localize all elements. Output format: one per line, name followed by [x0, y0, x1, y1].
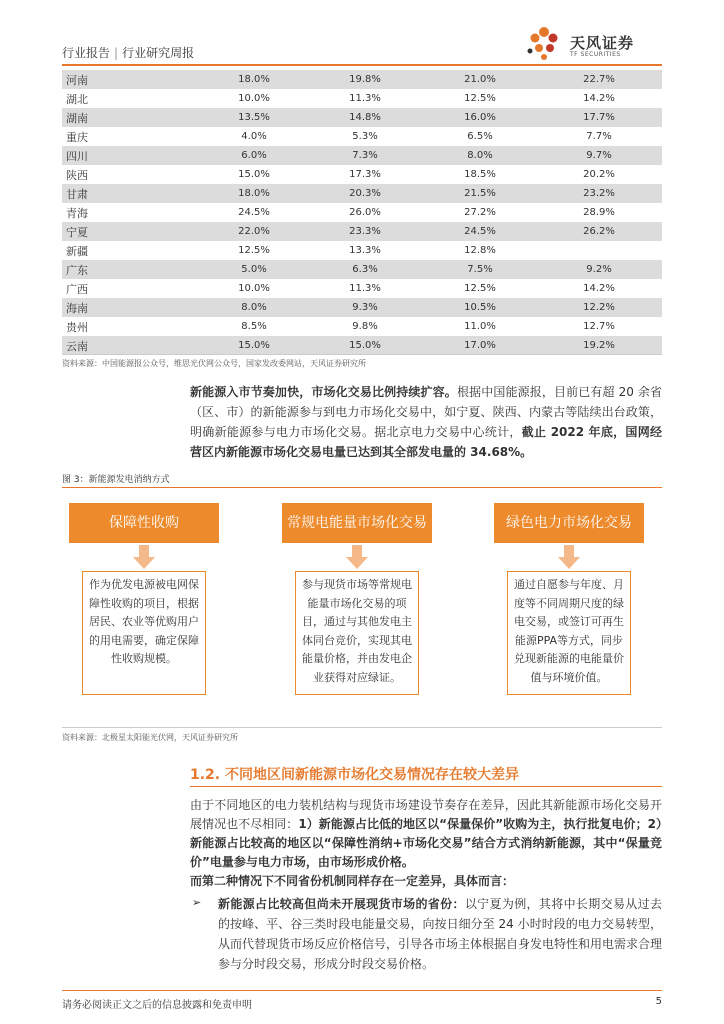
province-cell: 广西	[66, 282, 88, 296]
box-body-guaranteed-purchase: 作为优发电源被电网保障性收购的项目，根据居民、农业等优购用户的用电需要，确定保障性收购规模。	[82, 571, 206, 695]
ratio-cell: 6.0%	[202, 146, 306, 165]
down-arrow-icon	[133, 545, 155, 569]
ratio-cell: 8.5%	[241, 321, 267, 332]
bullet-ningxia-example	[218, 894, 662, 974]
ratio-cell: 11.0%	[464, 321, 496, 332]
paragraph-regional-differences	[190, 796, 662, 872]
report-subcategory: 行业研究周报	[122, 46, 195, 60]
table-row	[62, 222, 662, 241]
ratio-cell: 14.8%	[306, 108, 424, 127]
ratio-cell: 14.2%	[583, 93, 615, 104]
ratio-cell: 10.0%	[238, 283, 270, 294]
box-head-guaranteed-purchase: 保障性收购	[69, 503, 219, 543]
header-rule	[62, 64, 662, 66]
ratio-cell: 9.3%	[306, 298, 424, 317]
section-title-rule	[190, 786, 662, 787]
report-type: 行业报告 | 行业研究周报	[62, 46, 195, 60]
ratio-cell: 18.0%	[202, 70, 306, 89]
figure-title-rule	[62, 487, 662, 488]
province-cell: 湖南	[62, 108, 202, 127]
para1-conclusion: 截止 2022 年底，国网经营区内新能源市场化交易电量已达到其全部发电量的 34.68%。	[190, 425, 662, 459]
ratio-cell: 5.3%	[352, 131, 378, 142]
table-row	[62, 108, 662, 127]
ratio-cell: 7.5%	[424, 260, 536, 279]
ratio-cell: 12.7%	[583, 321, 615, 332]
table-row	[62, 184, 662, 203]
table-source: 资料来源：中国能源报公众号，维思光伏网公众号，国家发改委网站，天风证券研究所	[62, 359, 366, 368]
ratio-cell: 27.2%	[464, 207, 496, 218]
ratio-cell: 8.0%	[424, 146, 536, 165]
flower-logo-icon	[522, 22, 568, 62]
table-row	[62, 203, 662, 222]
ratio-cell: 14.2%	[583, 283, 615, 294]
ratio-cell: 7.7%	[586, 131, 612, 142]
ratio-cell: 15.0%	[306, 336, 424, 355]
table-row	[62, 260, 662, 279]
province-cell: 广东	[62, 260, 202, 279]
ratio-cell: 23.3%	[306, 222, 424, 241]
ratio-cell	[536, 241, 662, 260]
ratio-cell: 21.5%	[424, 184, 536, 203]
table-row	[62, 336, 662, 355]
footer-rule	[62, 990, 662, 991]
province-cell: 陕西	[66, 168, 88, 182]
para3-emphasis: 而第二种情况下不同省份机制同样存在一定差异，具体而言：	[190, 874, 515, 888]
ratio-cell: 16.0%	[424, 108, 536, 127]
ratio-cell: 13.5%	[202, 108, 306, 127]
province-cell: 宁夏	[62, 222, 202, 241]
ratio-cell: 21.0%	[424, 70, 536, 89]
section-title: 1.2. 不同地区间新能源市场化交易情况存在较大差异	[190, 767, 519, 783]
down-arrow-icon	[558, 545, 580, 569]
logo-subtitle: TF SECURITIES	[570, 51, 621, 58]
ratio-cell: 24.5%	[424, 222, 536, 241]
ratio-cell: 9.2%	[536, 260, 662, 279]
ratio-cell: 23.2%	[536, 184, 662, 203]
ratio-cell: 17.3%	[349, 169, 381, 180]
ratio-cell: 5.0%	[202, 260, 306, 279]
para1-lead: 新能源入市节奏加快，市场化交易比例持续扩容。	[190, 385, 457, 399]
table-row	[62, 165, 662, 184]
footer-disclaimer: 请务必阅读正文之后的信息披露和免责申明	[62, 1000, 252, 1011]
ratio-cell: 9.8%	[352, 321, 378, 332]
ratio-cell: 12.5%	[238, 245, 270, 256]
ratio-cell: 18.5%	[464, 169, 496, 180]
ratio-cell: 11.3%	[349, 283, 381, 294]
box-body-conventional-trading: 参与现货市场等常规电能量市场化交易的项目，通过与其他发电主体同台竞价，实现其电能量价格，并由发电企业获得对应绿证。	[295, 571, 419, 695]
table-row	[62, 70, 662, 89]
ratio-cell: 19.2%	[536, 336, 662, 355]
province-cell: 湖北	[66, 92, 88, 106]
ratio-cell: 12.5%	[464, 283, 496, 294]
table-row	[62, 279, 662, 298]
table-row	[62, 89, 662, 108]
figure-source: 资料来源：北极星太阳能光伏网，天风证券研究所	[62, 733, 238, 742]
ratio-cell: 15.0%	[238, 169, 270, 180]
figure-title: 图 3：新能源发电消纳方式	[62, 475, 170, 485]
province-cell: 新疆	[66, 244, 88, 258]
table-row	[62, 241, 662, 260]
province-ratio-table	[62, 70, 662, 355]
tf-securities-logo	[522, 22, 662, 62]
ratio-cell: 9.7%	[536, 146, 662, 165]
ratio-cell: 26.2%	[536, 222, 662, 241]
figure-bottom-rule	[62, 727, 662, 728]
province-cell: 云南	[62, 336, 202, 355]
ratio-cell: 12.2%	[536, 298, 662, 317]
paragraph-market-expansion	[190, 382, 662, 462]
ratio-cell: 22.7%	[536, 70, 662, 89]
province-cell: 海南	[62, 298, 202, 317]
box-body-green-trading: 通过自愿参与年度、月度等不同周期尺度的绿电交易，或签订可再生能源PPA等方式，同步兑现新能源的电能量价值与环境价值。	[507, 571, 631, 695]
ratio-cell: 13.3%	[349, 245, 381, 256]
ratio-cell: 10.0%	[238, 93, 270, 104]
ratio-cell: 20.2%	[583, 169, 615, 180]
para2-emphasis: 1）新能源占比低的地区以“保量保价”收购为主，执行批复电价；2）新能源占比较高的地区以“保障性消纳+市场化交易”结合方式消纳新能源，其中“保量竞价”电量参与电力市场，由市场形成价格。	[190, 817, 662, 869]
bullet-body: 以宁夏为例，其将中长期交易从过去的按峰、平、谷三类时段电能量交易，向按日细分至 24 小时时段的电力交易转型，从而代替现货市场反应价格信号，引导各市场主体根据自身发电特性和用电需求合理参与分时段交易，形成分时段交易价格。	[218, 897, 663, 971]
para1-body: 根据中国能源报，目前已有超 20 余省（区、市）的新能源参与到电力市场化交易中，如宁夏、陕西、内蒙古等陆续出台政策，明确新能源参与电力市场化交易。据北京电力交易中心统计，	[190, 385, 662, 439]
ratio-cell: 6.5%	[467, 131, 493, 142]
table-row	[62, 127, 662, 146]
box-head-conventional-trading: 常规电能量市场化交易	[282, 503, 432, 543]
para2-body: 由于不同地区的电力装机结构与现货市场建设节奏存在差异，因此其新能源市场化交易开展情况也不尽相同：	[190, 798, 662, 831]
ratio-cell: 15.0%	[202, 336, 306, 355]
ratio-cell: 17.7%	[536, 108, 662, 127]
ratio-cell: 28.9%	[583, 207, 615, 218]
ratio-cell: 11.3%	[349, 93, 381, 104]
down-arrow-icon	[346, 545, 368, 569]
ratio-cell: 24.5%	[238, 207, 270, 218]
ratio-cell: 4.0%	[241, 131, 267, 142]
table-bottom-rule	[62, 354, 662, 355]
ratio-cell: 12.5%	[464, 93, 496, 104]
ratio-cell: 17.0%	[424, 336, 536, 355]
ratio-cell: 26.0%	[349, 207, 381, 218]
ratio-cell: 22.0%	[202, 222, 306, 241]
logo-name: 天风证券	[570, 34, 635, 52]
table-row	[62, 146, 662, 165]
province-cell: 青海	[66, 206, 88, 220]
paragraph-second-case	[190, 872, 662, 891]
bullet-arrow-icon: ➢	[192, 896, 202, 909]
ratio-cell: 8.0%	[202, 298, 306, 317]
ratio-cell: 19.8%	[306, 70, 424, 89]
ratio-cell: 18.0%	[202, 184, 306, 203]
ratio-cell: 6.3%	[306, 260, 424, 279]
province-cell: 四川	[62, 146, 202, 165]
province-cell: 贵州	[66, 320, 88, 334]
province-cell: 河南	[62, 70, 202, 89]
page-number: 5	[655, 996, 662, 1007]
table-row	[62, 298, 662, 317]
province-cell: 重庆	[66, 130, 88, 144]
province-cell: 甘肃	[62, 184, 202, 203]
ratio-cell: 10.5%	[424, 298, 536, 317]
ratio-cell: 12.8%	[464, 245, 496, 256]
bullet-lead: 新能源占比较高但尚未开展现货市场的省份：	[218, 897, 465, 911]
box-head-green-trading: 绿色电力市场化交易	[494, 503, 644, 543]
ratio-cell: 20.3%	[306, 184, 424, 203]
ratio-cell: 7.3%	[306, 146, 424, 165]
report-category: 行业报告	[62, 46, 111, 60]
table-row	[62, 317, 662, 336]
